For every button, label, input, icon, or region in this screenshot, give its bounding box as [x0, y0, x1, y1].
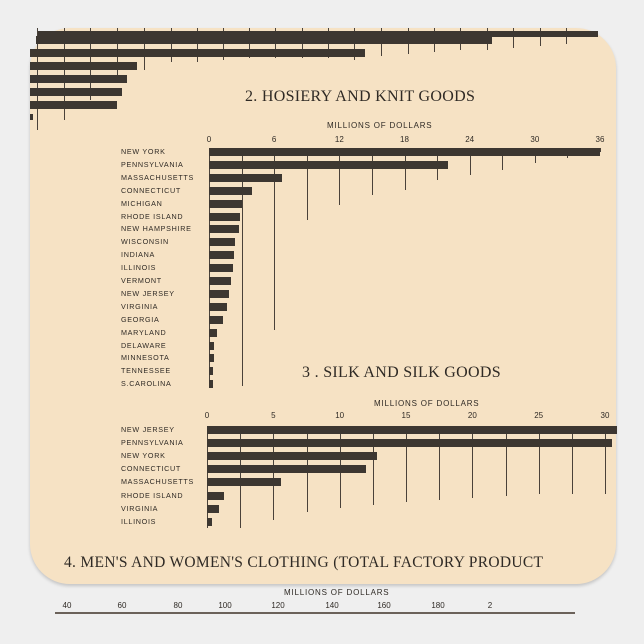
data-bar — [209, 354, 214, 362]
x-tick-label: 18 — [400, 135, 409, 144]
category-label: NEW JERSEY — [121, 425, 175, 434]
data-bar — [209, 303, 227, 311]
data-bar — [207, 452, 377, 460]
x-tick-label: 0 — [206, 135, 212, 144]
data-bar — [209, 148, 600, 156]
gridline — [572, 426, 573, 494]
x-tick-label: 5 — [271, 411, 276, 420]
silk-x-axis-label: MILLIONS OF DOLLARS — [374, 399, 480, 408]
data-bar — [207, 505, 219, 513]
data-bar — [207, 478, 281, 486]
data-bar — [209, 238, 235, 246]
category-label: PENNSYLVANIA — [121, 438, 184, 448]
x-tick-label: 0 — [204, 411, 210, 420]
category-label: WISCONSIN — [121, 237, 169, 247]
sticker-card — [30, 28, 616, 610]
category-label: NEW JERSEY — [121, 288, 175, 298]
data-bar — [207, 426, 617, 434]
hosiery-x-axis-label: MILLIONS OF DOLLARS — [327, 121, 433, 130]
data-bar — [209, 174, 282, 182]
x-tick-label: 30 — [530, 135, 540, 144]
category-label: MASSACHUSETTS — [121, 172, 194, 182]
data-bar — [209, 213, 240, 221]
category-label: NEW YORK — [121, 147, 166, 156]
clothing-x-axis-label: MILLIONS OF DOLLARS — [284, 588, 390, 597]
x-tick-label: 40 — [62, 601, 72, 610]
data-bar — [209, 277, 231, 285]
data-bar — [209, 367, 213, 375]
category-label: CONNECTICUT — [121, 464, 182, 474]
category-label: PENNSYLVANIA — [121, 159, 184, 169]
axis-line — [55, 612, 575, 614]
data-bar — [209, 290, 229, 298]
data-bar — [30, 62, 137, 70]
category-label: MARYLAND — [121, 327, 167, 337]
x-tick-label: 36 — [595, 135, 605, 144]
category-label: ILLINOIS — [121, 516, 157, 526]
data-bar — [209, 342, 214, 350]
x-tick-label: 25 — [534, 411, 544, 420]
category-label: ILLINOIS — [121, 263, 157, 273]
data-bar — [30, 75, 127, 83]
category-label: TENNESSEE — [121, 366, 171, 376]
x-tick-label: 60 — [117, 601, 127, 610]
clothing-chart-title: 4. MEN'S AND WOMEN'S CLOTHING (TOTAL FACTORY PRODUCT — [64, 554, 544, 571]
category-label: MINNESOTA — [121, 353, 170, 363]
category-label: RHODE ISLAND — [121, 490, 184, 500]
data-bar — [36, 36, 492, 44]
data-bar — [209, 329, 217, 337]
data-bar — [30, 114, 33, 120]
x-tick-label: 100 — [218, 601, 232, 610]
category-label: NEW YORK — [121, 451, 166, 461]
x-tick-label: 15 — [401, 411, 411, 420]
silk-chart-title: 3 . SILK AND SILK GOODS — [302, 364, 501, 381]
data-bar — [207, 465, 366, 473]
data-bar — [30, 88, 122, 96]
gridline — [307, 148, 308, 220]
gridline — [439, 426, 440, 500]
x-tick-label: 180 — [431, 601, 445, 610]
data-bar — [207, 439, 612, 447]
x-tick-label: 120 — [271, 601, 285, 610]
x-tick-label: 12 — [334, 135, 344, 144]
data-bar — [209, 187, 252, 195]
data-bar — [30, 101, 117, 109]
category-label: DELAWARE — [121, 340, 167, 350]
gridline — [605, 426, 606, 494]
gridline — [242, 148, 243, 386]
data-bar — [207, 492, 224, 500]
gridline — [600, 148, 601, 152]
category-label: RHODE ISLAND — [121, 211, 184, 221]
category-label: VIRGINIA — [121, 503, 159, 513]
data-bar — [209, 316, 223, 324]
x-tick-label: 2 — [487, 601, 493, 610]
category-label: CONNECTICUT — [121, 185, 182, 195]
x-tick-label: 160 — [377, 601, 391, 610]
category-label: NEW HAMPSHIRE — [121, 224, 192, 234]
category-label: VERMONT — [121, 276, 162, 285]
data-bar — [209, 161, 448, 169]
category-label: GEORGIA — [121, 314, 160, 324]
gridline — [506, 426, 507, 496]
category-label: VIRGINIA — [121, 301, 159, 311]
data-bar — [209, 251, 234, 259]
category-label: S.CAROLINA — [121, 379, 172, 389]
gridline — [373, 426, 374, 505]
gridline — [406, 426, 407, 502]
category-label: MASSACHUSETTS — [121, 477, 194, 487]
x-tick-label: 10 — [335, 411, 345, 420]
x-tick-label: 80 — [173, 601, 183, 610]
x-tick-label: 24 — [465, 135, 475, 144]
x-tick-label: 20 — [467, 411, 477, 420]
data-bar — [207, 518, 212, 526]
hosiery-chart-title: 2. HOSIERY AND KNIT GOODS — [245, 88, 476, 105]
category-label: MICHIGAN — [121, 198, 163, 208]
x-tick-label: 140 — [325, 601, 339, 610]
x-tick-label: 30 — [600, 411, 610, 420]
gridline — [539, 426, 540, 494]
data-bar — [209, 264, 233, 272]
data-bar — [30, 49, 365, 57]
category-label: INDIANA — [121, 250, 156, 260]
gridline — [472, 426, 473, 498]
data-bar — [209, 200, 242, 208]
gridline — [339, 148, 340, 205]
data-bar — [209, 225, 239, 233]
data-bar — [209, 380, 213, 388]
x-tick-label: 6 — [271, 135, 277, 144]
